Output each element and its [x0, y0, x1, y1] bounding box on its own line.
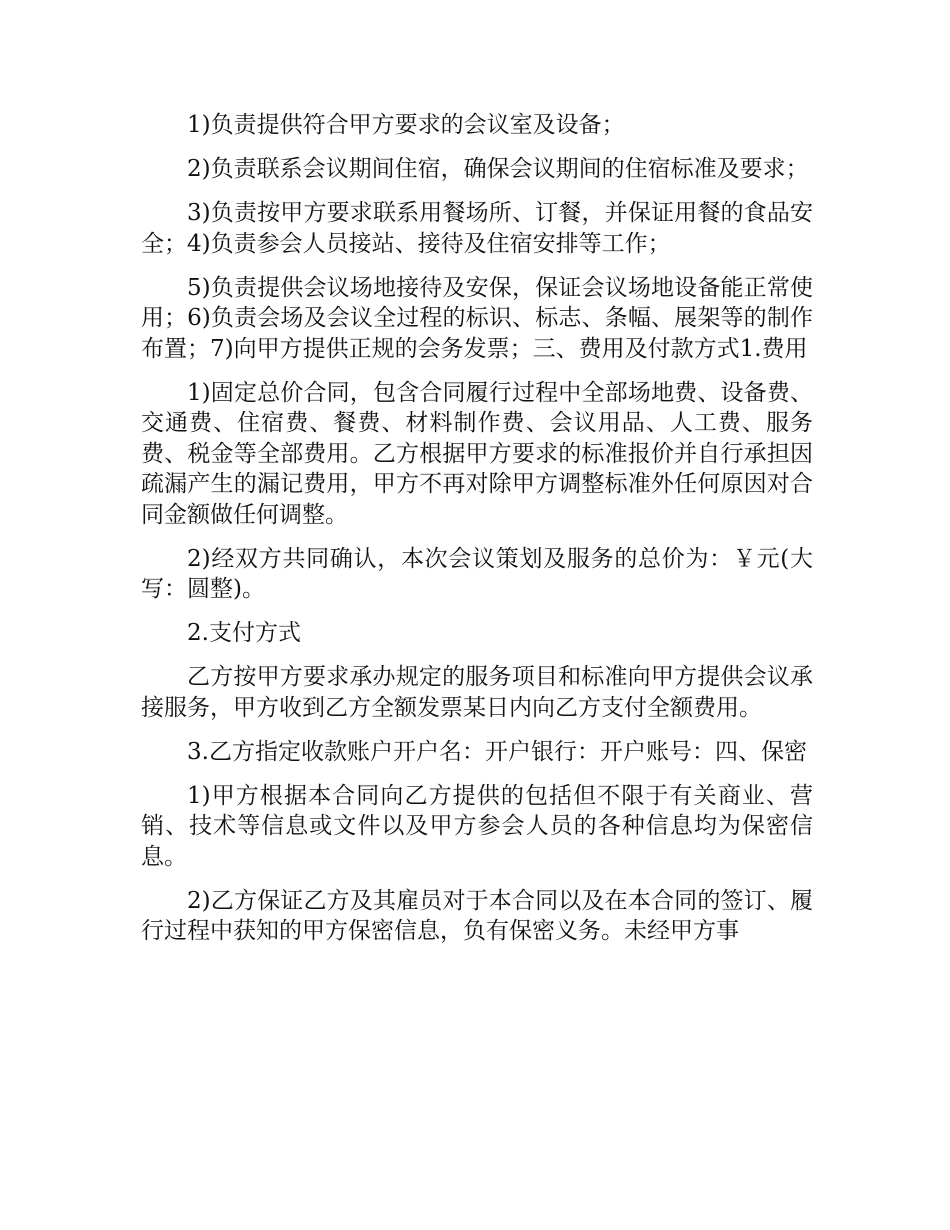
paragraph: 5)负责提供会议场地接待及安保，保证会议场地设备能正常使用；6)负责会场及会议全过程的标识、标志、条幅、展架等的制作布置；7)向甲方提供正规的会务发票；三、费用及付款方式1.费用 [141, 274, 813, 362]
paragraph: 1)甲方根据本合同向乙方提供的包括但不限于有关商业、营销、技术等信息或文件以及甲方参会人员的各种信息均为保密信息。 [141, 782, 813, 870]
paragraph: 1)负责提供符合甲方要求的会议室及设备； [187, 112, 625, 138]
paragraph: 3)负责按甲方要求联系用餐场所、订餐，并保证用餐的食品安全；4)负责参会人员接站、接待及住宿安排等工作； [141, 200, 813, 257]
section-heading: 2.支付方式 [187, 620, 301, 646]
paragraph: 乙方按甲方要求承办规定的服务项目和标准向甲方提供会议承接服务，甲方收到乙方全额发票某日内向乙方支付全额费用。 [141, 664, 813, 721]
paragraph: 3.乙方指定收款账户开户名：开户银行：开户账号：四、保密 [187, 738, 807, 765]
paragraph: 2)经双方共同确认，本次会议策划及服务的总价为：￥元(大写：圆整)。 [141, 545, 813, 602]
paragraph: 2)负责联系会议期间住宿，确保会议期间的住宿标准及要求； [187, 156, 809, 182]
document-body [141, 110, 813, 960]
paragraph: 2)乙方保证乙方及其雇员对于本合同以及在本合同的签订、履行过程中获知的甲方保密信息，负有保密义务。未经甲方事 [141, 887, 813, 944]
paragraph: 1)固定总价合同，包含合同履行过程中全部场地费、设备费、交通费、住宿费、餐费、材料制作费、会议用品、人工费、服务费、税金等全部费用。乙方根据甲方要求的标准报价并自行承担因疏漏产生的漏记费用，甲方不再对除甲方调整标准外任何原因对合同金额做任何调整。 [141, 379, 813, 528]
